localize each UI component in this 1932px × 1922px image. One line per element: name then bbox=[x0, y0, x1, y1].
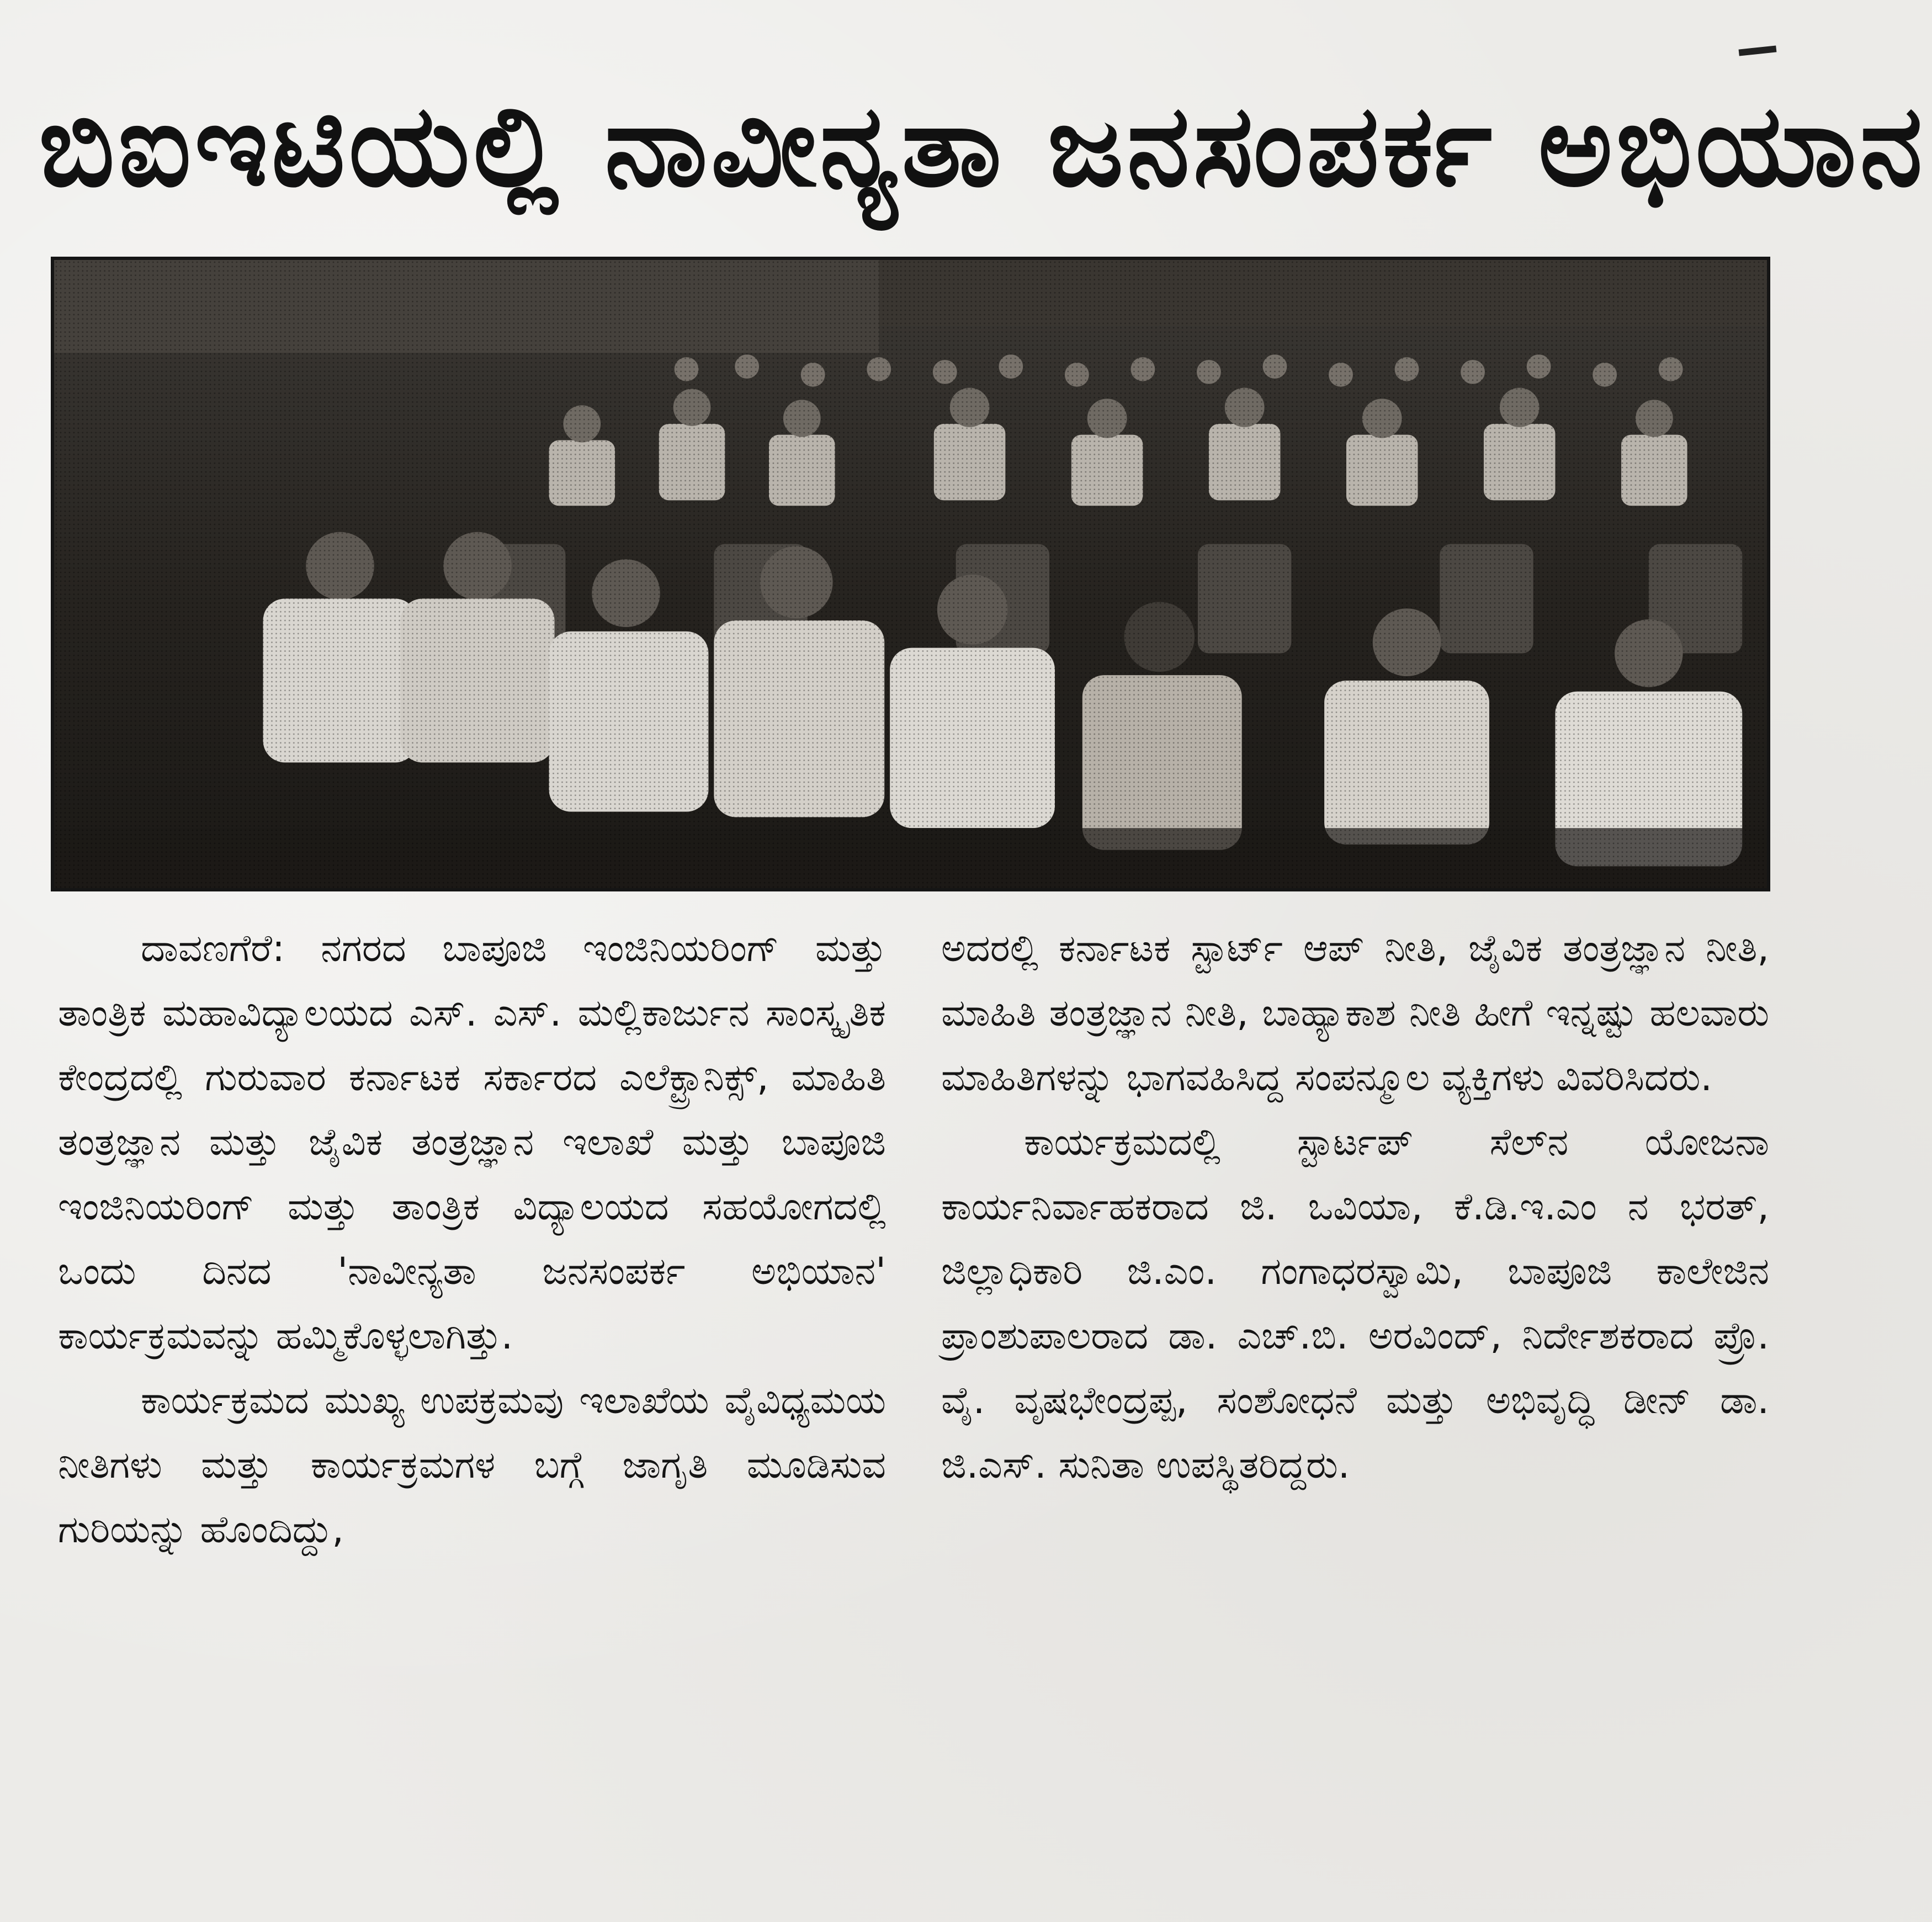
audience-photo bbox=[51, 257, 1770, 891]
paragraph-2-continued: ಅದರಲ್ಲಿ ಕರ್ನಾಟಕ ಸ್ಟಾರ್ಟ್ ಆಪ್ ನೀತಿ, ಜೈವಿಕ ತಂತ್ರಜ್ಞಾನ ನೀತಿ, ಮಾಹಿತಿ ತಂತ್ರಜ್ಞಾನ ನೀತಿ, ಬಾಹ್ಯಾಕಾಶ ನೀತಿ ಹೀಗೆ ಇನ್ನಷ್ಟು ಹಲವಾರು ಮಾಹಿತಿಗಳನ್ನು ಭಾಗವಹಿಸಿದ್ದ ಸಂಪನ್ಮೂಲ ವ್ಯಕ್ತಿಗಳು ವಿವರಿಸಿದರು. bbox=[941, 927, 1769, 1100]
headline: ಬಿಐಇಟಿಯಲ್ಲಿ ನಾವೀನ್ಯತಾ ಜನಸಂಪರ್ಕ ಅಭಿಯಾನ bbox=[39, 81, 1926, 212]
article-column-right bbox=[941, 916, 1769, 1498]
audience-photo-illustration bbox=[54, 260, 1767, 888]
print-mark bbox=[1739, 45, 1777, 56]
paragraph-2: ಕಾರ್ಯಕ್ರಮದ ಮುಖ್ಯ ಉಪಕ್ರಮವು ಇಲಾಖೆಯ ವೈವಿಧ್ಯಮಯ ನೀತಿಗಳು ಮತ್ತು ಕಾರ್ಯಕ್ರಮಗಳ ಬಗ್ಗೆ ಜಾಗೃತಿ ಮೂಡಿಸುವ ಗುರಿಯನ್ನು ಹೊಂದಿದ್ದು, bbox=[58, 1379, 886, 1552]
paragraph-1: ದಾವಣಗೆರೆ: ನಗರದ ಬಾಪೂಜಿ ಇಂಜಿನಿಯರಿಂಗ್ ಮತ್ತು ತಾಂತ್ರಿಕ ಮಹಾವಿದ್ಯಾಲಯದ ಎಸ್. ಎಸ್. ಮಲ್ಲಿಕಾರ್ಜುನ ಸಾಂಸ್ಕೃತಿಕ ಕೇಂದ್ರದಲ್ಲಿ ಗುರುವಾರ ಕರ್ನಾಟಕ ಸರ್ಕಾರದ ಎಲೆಕ್ಟ್ರಾನಿಕ್ಸ್, ಮಾಹಿತಿ ತಂತ್ರಜ್ಞಾನ ಮತ್ತು ಜೈವಿಕ ತಂತ್ರಜ್ಞಾನ ಇಲಾಖೆ ಮತ್ತು ಬಾಪೂಜಿ ಇಂಜಿನಿಯರಿಂಗ್ ಮತ್ತು ತಾಂತ್ರಿಕ ವಿದ್ಯಾಲಯದ ಸಹಯೋಗದಲ್ಲಿ ಒಂದು ದಿನದ 'ನಾವೀನ್ಯತಾ ಜನಸಂಪರ್ಕ ಅಭಿಯಾನ' ಕಾರ್ಯಕ್ರಮವನ್ನು ಹಮ್ಮಿಕೊಳ್ಳಲಾಗಿತ್ತು. bbox=[58, 927, 886, 1358]
article-column-left bbox=[58, 916, 886, 1562]
paragraph-3: ಕಾರ್ಯಕ್ರಮದಲ್ಲಿ ಸ್ಟಾರ್ಟಪ್ ಸೆಲ್‌ನ ಯೋಜನಾ ಕಾರ್ಯನಿರ್ವಾಹಕರಾದ ಜಿ. ಒವಿಯಾ, ಕೆ.ಡಿ.ಇ.ಎಂ ನ ಭರತ್, ಜಿಲ್ಲಾಧಿಕಾರಿ ಜಿ.ಎಂ. ಗಂಗಾಧರಸ್ವಾಮಿ, ಬಾಪೂಜಿ ಕಾಲೇಜಿನ ಪ್ರಾಂಶುಪಾಲರಾದ ಡಾ. ಎಚ್.ಬಿ. ಅರವಿಂದ್, ನಿರ್ದೇಶಕರಾದ ಪ್ರೊ. ವೈ. ವೃಷಭೇಂದ್ರಪ್ಪ, ಸಂಶೋಧನೆ ಮತ್ತು ಅಭಿವೃದ್ಧಿ ಡೀನ್ ಡಾ. ಜಿ.ಎಸ್. ಸುನಿತಾ ಉಪಸ್ಥಿತರಿದ್ದರು. bbox=[941, 1121, 1769, 1487]
